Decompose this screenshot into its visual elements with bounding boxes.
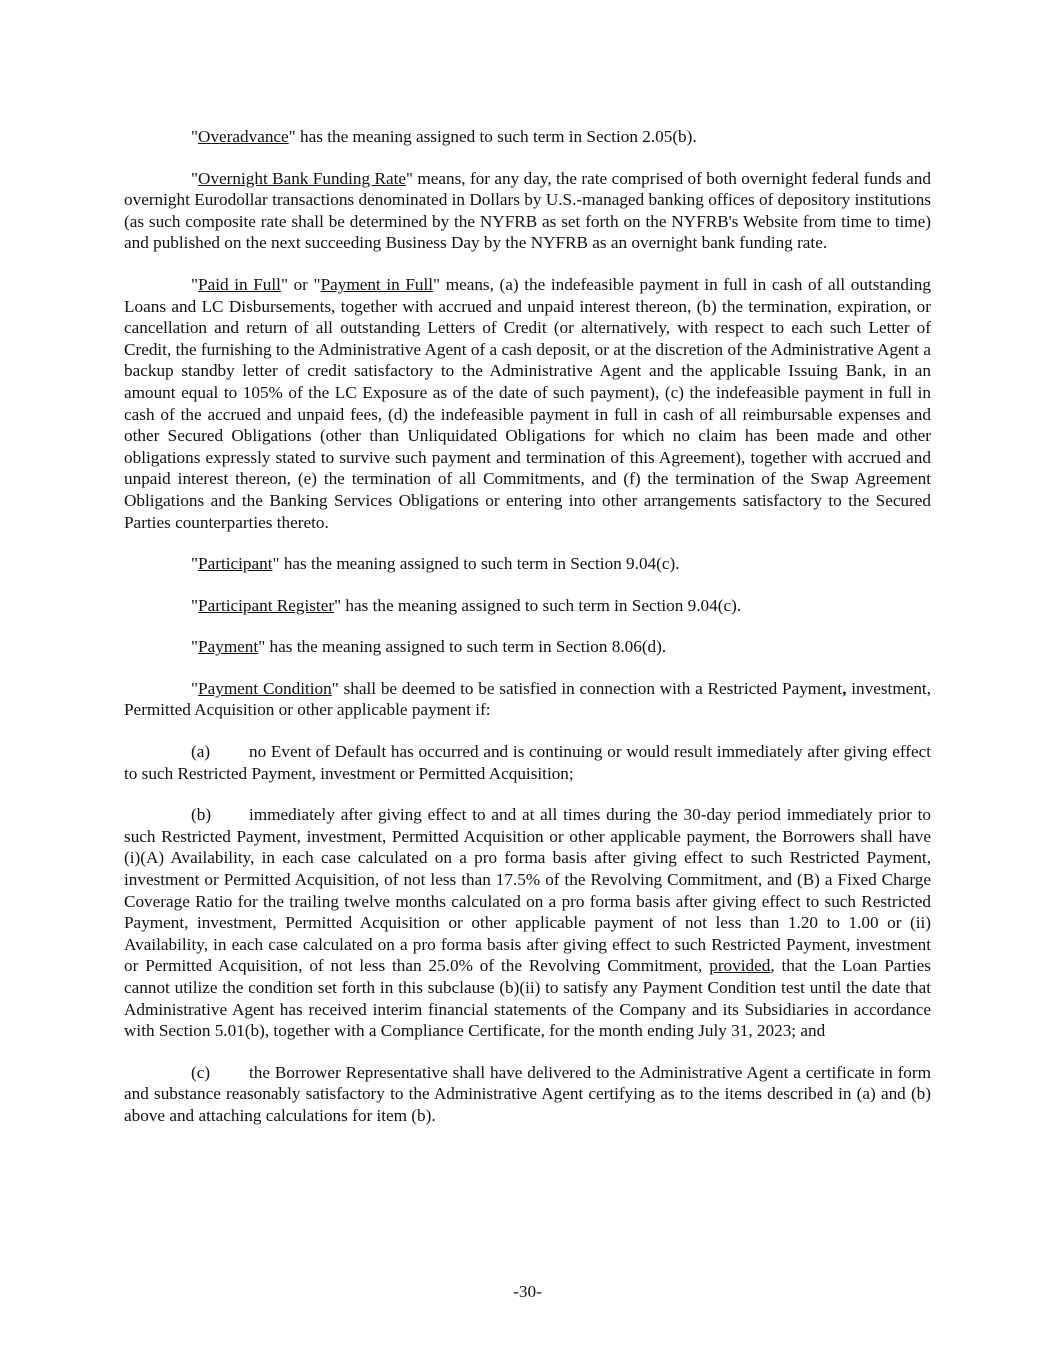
clause-label: (b) (191, 805, 212, 825)
clause-label: (a) (191, 742, 211, 762)
defined-term-payment: Payment (198, 637, 259, 657)
definition-text: " has the meaning assigned to such term in Section 9.04(c). (334, 595, 742, 615)
open-quote: " (191, 554, 199, 574)
defined-term-participant: Participant (198, 554, 273, 574)
definition-text: " has the meaning assigned to such term in Section 8.06(d). (258, 637, 667, 657)
open-quote: " (191, 127, 199, 146)
open-quote: " (191, 678, 199, 698)
defined-term-overadvance: Overadvance (198, 127, 289, 146)
definition-text: " has the meaning assigned to such term in Section 9.04(c). (272, 554, 680, 574)
clause-label: (c) (191, 1062, 211, 1082)
page-number: -30- (513, 1282, 542, 1301)
defined-term-payment-condition: Payment Condition (198, 678, 332, 698)
open-quote: " (191, 274, 199, 294)
open-quote: " (191, 168, 199, 188)
defined-term-participant-register: Participant Register (198, 595, 335, 615)
clause-text: the Borrower Representative shall have delivered to the Administrative Agent a certificate in form and substance reasonably satisfactory to the Administrative Agent certifying as to the items described in (a) and (b) above and attaching calculations for item (b). (124, 1062, 931, 1125)
definition-text: " has the meaning assigned to such term in Section 2.05(b). (288, 127, 697, 146)
defined-term-overnight-bank-funding-rate: Overnight Bank Funding Rate (198, 168, 406, 188)
clause-text: no Event of Default has occurred and is continuing or would result immediately after giving effect to such Restricted Payment, investment or Permitted Acquisition; (124, 742, 931, 783)
clause-text: , that the Loan Parties cannot utilize the condition set forth in this subclause (b)(ii) to satisfy any Payment Condition test until the date that Administrative Agent has received interim financial statements of the Company and its Subsidiaries in accordance with Section 5.01(b), together with a Compliance Certificate, for the month ending July 31, 2023; and (124, 956, 931, 1041)
definition-participant (124, 553, 931, 575)
bold-comma: , (842, 678, 847, 698)
open-quote: " (191, 595, 199, 615)
open-quote: " (191, 637, 199, 657)
clause-text: immediately after giving effect to and at all times during the 30-day period immediately prior to such Restricted Payment, investment, Permitted Acquisition or other applicable payment, the Borrowers shall have (i)(A) Availability, in each case calculated on a pro forma basis after giving effect to such Restricted Payment, investment or Permitted Acquisition, of not less than 17.5% of the Revolving Commitment, and (B) a Fixed Charge Coverage Ratio for the trailing twelve months calculated on a pro forma basis after giving effect to such Restricted Payment, investment, Permitted Acquisition or other applicable payment of not less than 1.20 to 1.00 or (ii) Availability, in each case calculated on a pro forma basis after giving effect to such Restricted Payment, investment or Permitted Acquisition, of not less than 25.0% of the Revolving Commitment, (124, 805, 931, 976)
definition-overnight-bank-funding-rate (124, 168, 931, 254)
defined-term-paid-in-full: Paid in Full (198, 274, 281, 294)
clause-b (124, 804, 931, 1042)
definition-text: " means, for any day, the rate comprised of both overnight federal funds and overnight Eurodollar transactions denominated in Dollars by U.S.-managed banking offices of depository institutions (as such composite rate shall be determined by the NYFRB as set forth on the NYFRB's Website from time to time) and published on the next succeeding Business Day by the NYFRB as an overnight bank funding rate. (124, 168, 931, 253)
definition-text: " means, (a) the indefeasible payment in full in cash of all outstanding Loans and LC Disbursements, together with accrued and unpaid interest thereon, (b) the termination, expiration, or cancellation and return of all outstanding Letters of Credit (or alternatively, with respect to each such Letter of Credit, the furnishing to the Administrative Agent of a cash deposit, or at the discretion of the Administrative Agent a backup standby letter of credit satisfactory to the Administrative Agent and the applicable Issuing Bank, in an amount equal to 105% of the LC Exposure as of the date of such payment), (c) the indefeasible payment in full in cash of the accrued and unpaid fees, (d) the indefeasible payment in full in cash of all reimbursable expenses and other Secured Obligations (other than Unliquidated Obligations for which no claim has been made and other obligations expressly stated to survive such payment and termination of this Agreement), together with accrued and unpaid interest thereon, (e) the termination of all Commitments, and (f) the termination of the Swap Agreement Obligations and the Banking Services Obligations or entering into other arrangements satisfactory to the Secured Parties counterparties thereto. (124, 274, 931, 532)
definition-payment (124, 636, 931, 658)
definition-payment-condition (124, 678, 931, 721)
document-page (124, 126, 931, 1147)
clause-c (124, 1062, 931, 1127)
definition-text: " shall be deemed to be satisfied in connection with a Restricted Payment (331, 678, 843, 698)
clause-a (124, 741, 931, 784)
definition-participant-register (124, 595, 931, 617)
definition-overadvance (124, 126, 931, 148)
definition-text: investment, Permitted Acquisition or other applicable payment if: (124, 678, 931, 720)
defined-term-payment-in-full: Payment in Full (320, 274, 434, 294)
term-separator: " or " (280, 274, 321, 294)
definition-paid-in-full (124, 274, 931, 533)
provided-term: provided (709, 956, 771, 976)
